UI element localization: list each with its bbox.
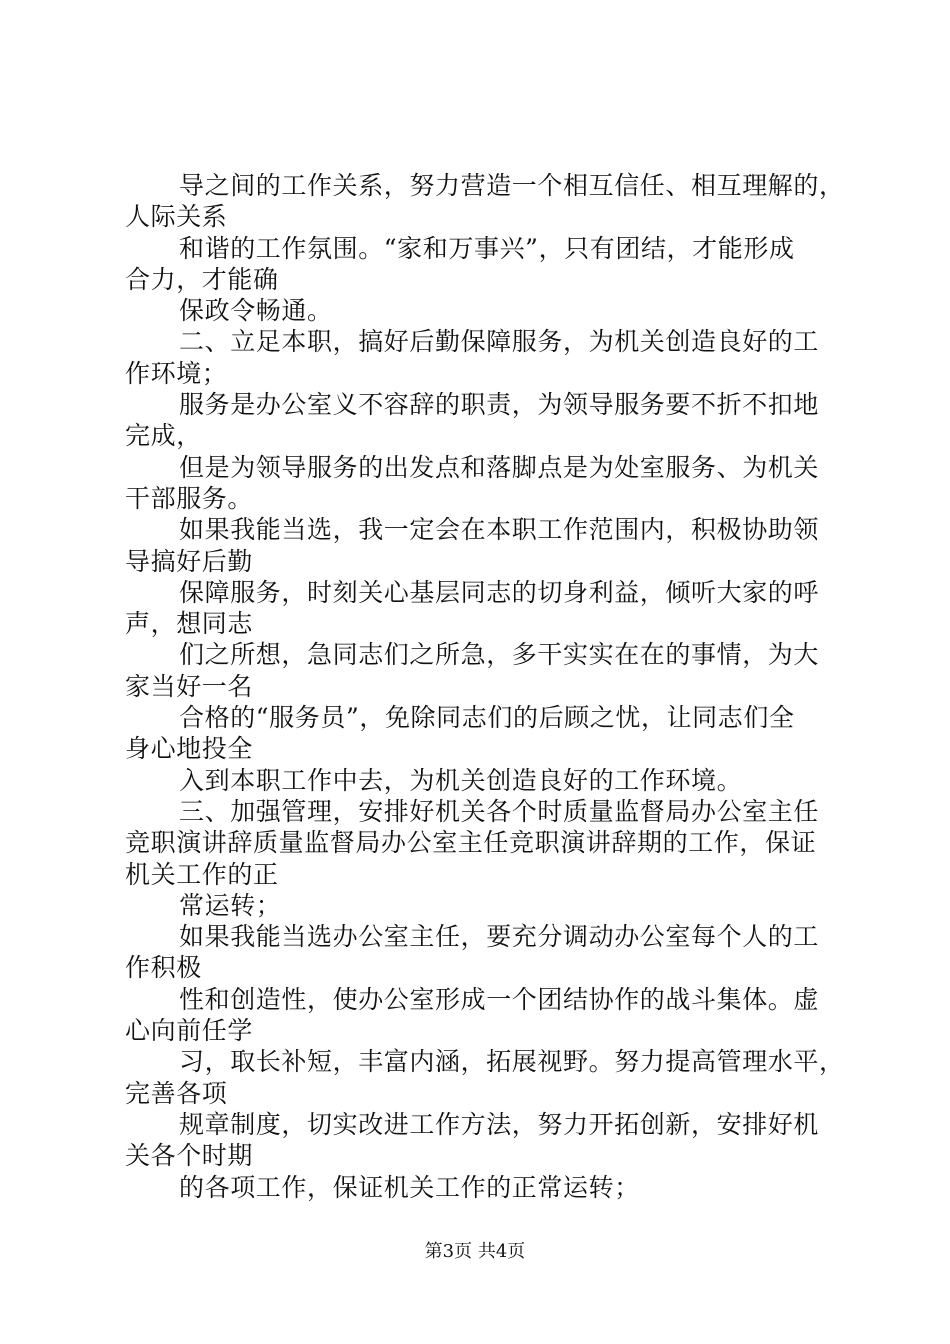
text-line: 作环境；	[125, 358, 228, 388]
text-line: 但是为领导服务的出发点和落脚点是为处室服务、为机关	[179, 452, 820, 482]
document-body	[125, 170, 845, 1203]
text-line: 们之所想，急同志们之所急，多干实实在在的事情，为大	[179, 640, 820, 670]
text-line: 人际关系	[125, 202, 228, 232]
text-line: 保政令畅通。	[179, 296, 333, 326]
text-line: 合格的“服务员”，免除同志们的后顾之忧，让同志们全	[179, 703, 795, 733]
text-line: 合力，才能确	[125, 264, 279, 294]
text-line: 常运转；	[179, 890, 282, 920]
text-line: 二、立足本职，搞好后勤保障服务，为机关创造良好的工	[179, 327, 820, 357]
text-line: 服务是办公室义不容辞的职责，为领导服务要不折不扣地	[179, 390, 820, 420]
text-line: 三、加强管理，安排好机关各个时质量监督局办公室主任	[179, 796, 820, 826]
text-line: 干部服务。	[125, 483, 254, 513]
text-line: 性和创造性，使办公室形成一个团结协作的战斗集体。虚	[179, 984, 820, 1014]
text-line: 家当好一名	[125, 671, 254, 701]
text-line: 导搞好后勤	[125, 546, 254, 576]
text-line: 入到本职工作中去，为机关创造良好的工作环境。	[179, 765, 743, 795]
text-line: 规章制度，切实改进工作方法，努力开拓创新，安排好机	[179, 1109, 820, 1139]
text-line: 机关工作的正	[125, 859, 279, 889]
page-number-footer: 第3页 共4页	[424, 1241, 526, 1262]
text-line: 竞职演讲辞质量监督局办公室主任竞职演讲辞期的工作，保证	[125, 828, 817, 858]
text-line: 心向前任学	[125, 1016, 254, 1046]
text-line: 导之间的工作关系，努力营造一个相互信任、相互理解的，	[179, 171, 845, 200]
text-line: 完善各项	[125, 1078, 228, 1108]
text-line: 习，取长补短，丰富内涵，拓展视野。努力提高管理水平，	[179, 1047, 845, 1077]
text-line: 完成，	[125, 421, 202, 451]
text-line: 身心地投全	[125, 734, 254, 764]
text-line: 关各个时期	[125, 1141, 254, 1171]
text-line: 和谐的工作氛围。“家和万事兴”，只有团结，才能形成	[179, 233, 795, 263]
text-line: 作积极	[125, 953, 202, 983]
text-line: 的各项工作，保证机关工作的正常运转；	[179, 1172, 640, 1202]
text-line: 如果我能当选，我一定会在本职工作范围内，积极协助领	[179, 515, 820, 545]
text-line: 声，想同志	[125, 609, 254, 639]
text-line: 保障服务，时刻关心基层同志的切身利益，倾听大家的呼	[179, 577, 820, 607]
text-line: 如果我能当选办公室主任，要充分调动办公室每个人的工	[179, 922, 820, 952]
